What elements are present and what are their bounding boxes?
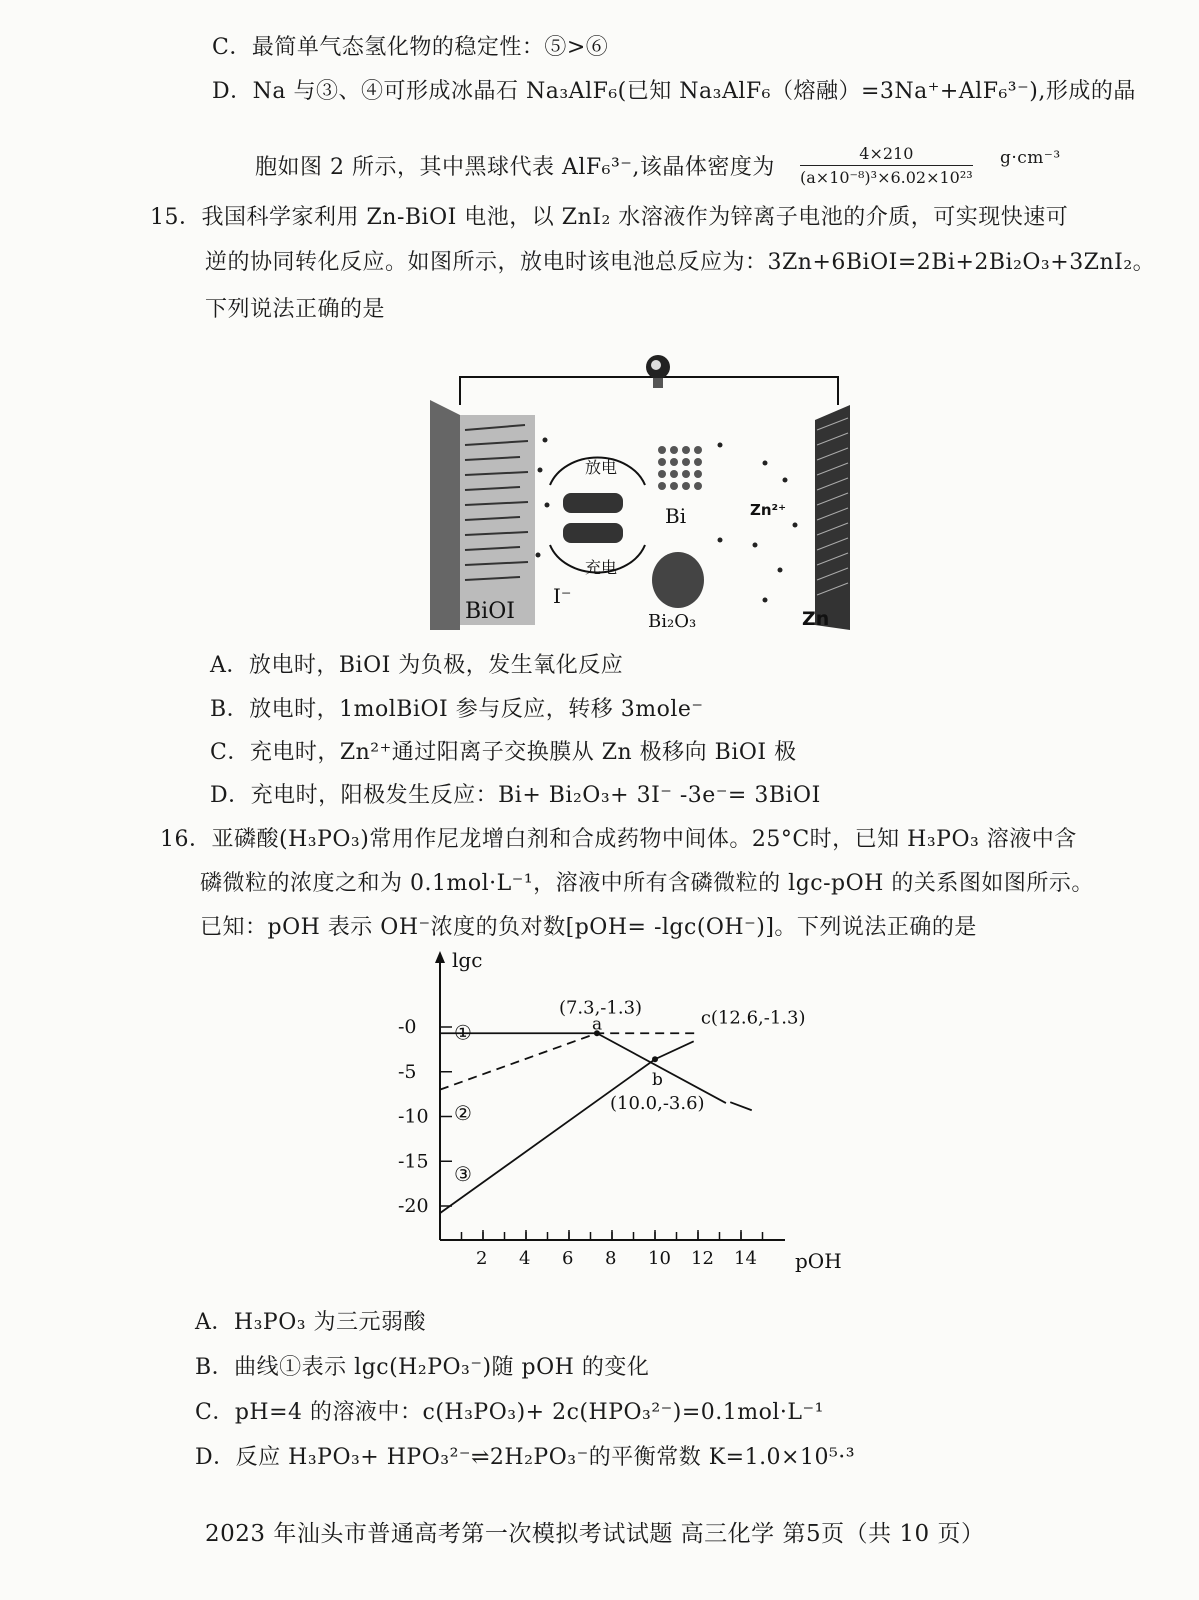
point-a-label: a bbox=[591, 1014, 603, 1035]
y-axis-arrow-icon bbox=[435, 951, 445, 963]
q14-option-d-line2: 胞如图 2 所示，其中黑球代表 AlF₆³⁻,该晶体密度为 bbox=[255, 155, 775, 180]
density-denominator: (a×10⁻⁸)³×6.02×10²³ bbox=[800, 168, 973, 187]
q15-option-b: B．放电时，1molBiOI 参与反应，转移 3mole⁻ bbox=[210, 697, 704, 722]
zn-electrode bbox=[815, 405, 850, 630]
q16-option-a: A．H₃PO₃ 为三元弱酸 bbox=[195, 1310, 427, 1335]
x-tick-label: 6 bbox=[562, 1248, 574, 1269]
bi2o3-label: Bi₂O₃ bbox=[648, 611, 697, 632]
point-c-coord: c(12.6,-1.3) bbox=[700, 1007, 806, 1029]
bioi-electrode bbox=[430, 400, 535, 630]
density-numerator: 4×210 bbox=[800, 144, 973, 166]
curve-label-3: ③ bbox=[454, 1161, 472, 1186]
car-icon bbox=[563, 493, 623, 513]
q15-stem-line1: 15．我国科学家利用 Zn-BiOI 电池，以 ZnI₂ 水溶液作为锌离子电池的介质，可实现快速可 bbox=[150, 205, 1069, 230]
point-b-coord: (10.0,-3.6) bbox=[610, 1093, 705, 1115]
q15-option-c: C．充电时，Zn²⁺通过阳离子交换膜从 Zn 极移向 BiOI 极 bbox=[210, 740, 797, 765]
q15-option-d: D．充电时，阳极发生反应：Bi+ Bi₂O₃+ 3I⁻ -3e⁻= 3BiOI bbox=[210, 783, 821, 808]
car-icon bbox=[563, 523, 623, 543]
point-b-label: b bbox=[652, 1070, 663, 1091]
x-tick-label: 14 bbox=[734, 1248, 757, 1269]
curve-label-2: ② bbox=[454, 1101, 472, 1126]
curve-label-1: ① bbox=[454, 1020, 472, 1045]
q16-stem-line2: 磷微粒的浓度之和为 0.1mol·L⁻¹，溶液中所有含磷微粒的 lgc-pOH 的关系图如图所示。 bbox=[200, 871, 1094, 896]
point-a-coord: (7.3,-1.3) bbox=[558, 997, 643, 1019]
y-tick-label: -10 bbox=[398, 1105, 429, 1128]
x-tick-label: 10 bbox=[648, 1248, 671, 1269]
density-unit: g·cm⁻³ bbox=[1000, 148, 1061, 168]
page-footer: 2023 年汕头市普通高考第一次模拟考试试题 高三化学 第5页（共 10 页） bbox=[205, 1521, 985, 1547]
iodide-label: I⁻ bbox=[553, 584, 572, 608]
zn-label: Zn bbox=[802, 608, 830, 630]
discharge-label: 放电 bbox=[585, 458, 618, 477]
bi-label: Bi bbox=[665, 504, 687, 528]
q15-stem-line2: 逆的协同转化反应。如图所示，放电时该电池总反应为：3Zn+6BiOI=2Bi+2Bi₂O₃+3ZnI₂。 bbox=[205, 250, 1156, 275]
y-axis-label: lgc bbox=[452, 948, 483, 972]
bioi-label: BiOI bbox=[465, 599, 515, 624]
y-tick-label: -5 bbox=[398, 1060, 417, 1083]
zn-ion-label: Zn²⁺ bbox=[750, 501, 787, 519]
y-tick-label: -20 bbox=[398, 1195, 429, 1217]
battery-figure bbox=[420, 345, 880, 640]
q16-option-d: D．反应 H₃PO₃+ HPO₃²⁻⇌2H₂PO₃⁻的平衡常数 K=1.0×10⁵·³ bbox=[195, 1445, 856, 1470]
x-tick-label: 8 bbox=[605, 1248, 617, 1269]
q14-option-d-line1: D．Na 与③、④可形成冰晶石 Na₃AlF₆(已知 Na₃AlF₆（熔融）=3Na⁺+AlF₆³⁻),形成的晶 bbox=[212, 79, 1136, 104]
x-tick-label: 2 bbox=[476, 1248, 488, 1269]
x-tick-label: 4 bbox=[519, 1248, 531, 1269]
bi-lattice bbox=[658, 446, 702, 490]
q16-stem-line1: 16．亚磷酸(H₃PO₃)常用作尼龙增白剂和合成药物中间体。25°C时，已知 H₃PO₃ 溶液中含 bbox=[160, 827, 1077, 852]
q14-option-c: C．最简单气态氢化物的稳定性：⑤>⑥ bbox=[212, 35, 609, 60]
density-fraction bbox=[800, 144, 973, 187]
series-line-3 bbox=[440, 1041, 694, 1213]
q16-option-b: B．曲线①表示 lgc(H₂PO₃⁻)随 pOH 的变化 bbox=[195, 1355, 650, 1380]
q16-stem-line3: 已知：pOH 表示 OH⁻浓度的负对数[pOH= -lgc(OH⁻)]。下列说法正确的是 bbox=[200, 915, 977, 940]
x-axis-label: pOH bbox=[795, 1249, 842, 1273]
y-tick-label: -15 bbox=[398, 1150, 429, 1173]
q15-option-a: A．放电时，BiOI 为负极，发生氧化反应 bbox=[210, 653, 624, 678]
q15-stem-line3: 下列说法正确的是 bbox=[205, 297, 386, 322]
point-b bbox=[652, 1056, 658, 1062]
lightbulb-icon bbox=[646, 355, 670, 388]
charge-label: 充电 bbox=[585, 558, 618, 577]
series-line-1-tail bbox=[730, 1102, 752, 1110]
y-tick-label: -0 bbox=[398, 1016, 417, 1038]
bi2o3-cluster bbox=[652, 552, 704, 608]
lgc-poh-chart bbox=[390, 945, 860, 1280]
q16-option-c: C．pH=4 的溶液中：c(H₃PO₃)+ 2c(HPO₃²⁻)=0.1mol·L⁻¹ bbox=[195, 1400, 824, 1425]
x-tick-label: 12 bbox=[691, 1248, 714, 1269]
